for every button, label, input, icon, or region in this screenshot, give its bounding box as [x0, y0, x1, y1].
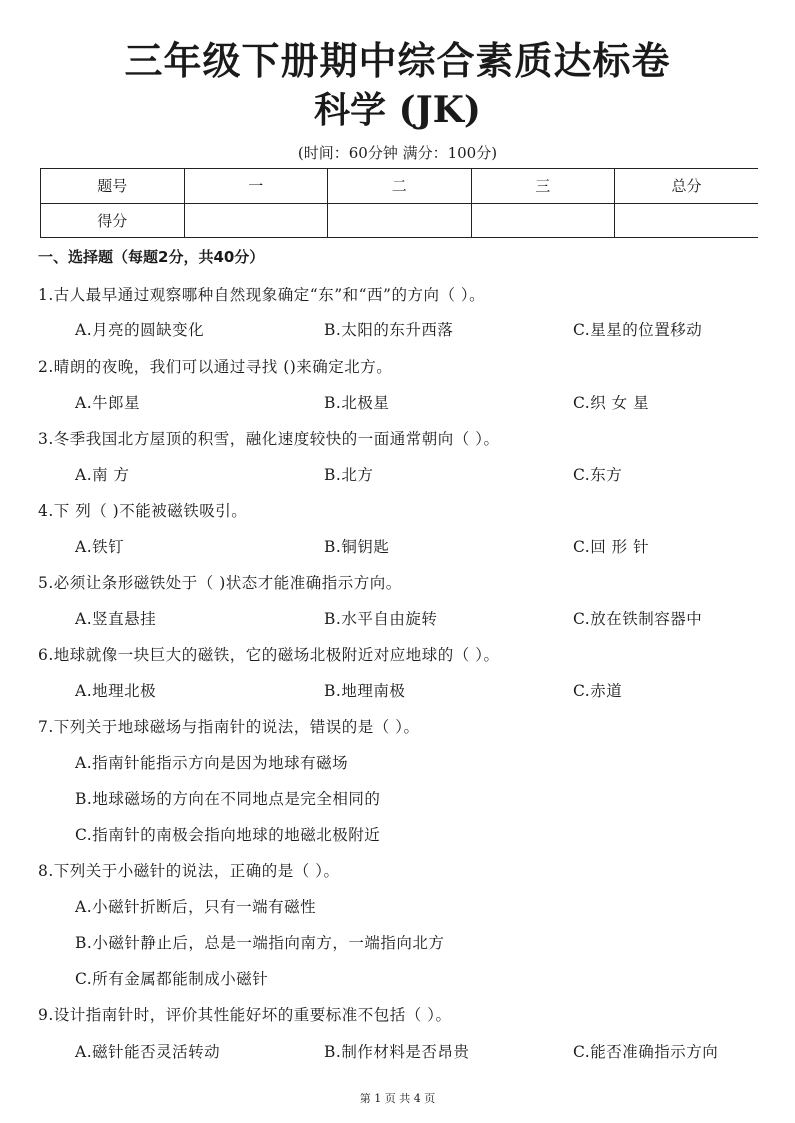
- question-1-option-c[interactable]: C.星星的位置移动: [573, 321, 703, 339]
- question-2-option-a[interactable]: A.牛郎星: [75, 394, 141, 412]
- question-6-option-a[interactable]: A.地理北极: [75, 682, 157, 700]
- question-7-option-c[interactable]: C.指南针的南极会指向地球的地磁北极附近: [75, 826, 381, 844]
- score-cell[interactable]: [471, 203, 615, 238]
- page-footer: 第 1 页 共 4 页: [359, 1092, 436, 1105]
- question-1-option-a[interactable]: A.月亮的圆缺变化: [75, 321, 205, 339]
- question-7-option-a[interactable]: A.指南针能指示方向是因为地球有磁场: [75, 754, 349, 772]
- score-table-header-row: [41, 169, 759, 204]
- question-3-option-b[interactable]: B.北方: [324, 466, 374, 484]
- exam-info: (时间：60分钟 满分：100分): [297, 144, 498, 162]
- score-table-col-2: 二: [328, 169, 472, 204]
- question-8-option-c[interactable]: C.所有金属都能制成小磁针: [75, 970, 269, 988]
- question-5-option-b[interactable]: B.水平自由旋转: [324, 610, 438, 628]
- question-3: 3.冬季我国北方屋顶的积雪，融化速度较快的一面通常朝向（ ）。: [38, 430, 500, 448]
- score-table-label-question: 题号: [41, 169, 185, 204]
- question-6-option-c[interactable]: C.赤道: [573, 682, 623, 700]
- score-table-score-row: [41, 203, 759, 238]
- score-table-col-total: 总分: [615, 169, 759, 204]
- question-9-option-a[interactable]: A.磁针能否灵活转动: [75, 1043, 221, 1061]
- question-8-option-a[interactable]: A.小磁针折断后，只有一端有磁性: [75, 898, 317, 916]
- score-table-label-score: 得分: [41, 203, 185, 238]
- question-2-option-b[interactable]: B.北极星: [324, 394, 390, 412]
- question-1-option-b[interactable]: B.太阳的东升西落: [324, 321, 454, 339]
- question-5-option-c[interactable]: C.放在铁制容器中: [573, 610, 703, 628]
- score-table-col-3: 三: [471, 169, 615, 204]
- question-3-option-a[interactable]: A.南 方: [75, 466, 130, 484]
- score-cell[interactable]: [328, 203, 472, 238]
- score-table-col-1: 一: [184, 169, 328, 204]
- question-2-option-c[interactable]: C.织 女 星: [573, 394, 650, 412]
- question-6-option-b[interactable]: B.地理南极: [324, 682, 406, 700]
- question-8: 8.下列关于小磁针的说法，正确的是（ ）。: [38, 862, 340, 880]
- question-4: 4.下 列（ )不能被磁铁吸引。: [38, 502, 248, 520]
- question-9: 9.设计指南针时，评价其性能好坏的重要标准不包括（ ）。: [38, 1006, 452, 1024]
- question-4-option-c[interactable]: C.回 形 针: [573, 538, 650, 556]
- question-7-option-b[interactable]: B.地球磁场的方向在不同地点是完全相同的: [75, 790, 381, 808]
- score-cell-total[interactable]: [615, 203, 759, 238]
- question-7: 7.下列关于地球磁场与指南针的说法，错误的是（ ）。: [38, 718, 420, 736]
- question-4-option-b[interactable]: B.铜钥匙: [324, 538, 390, 556]
- exam-subject: 科学 (JK): [314, 89, 481, 131]
- question-5: 5.必须让条形磁铁处于（ )状态才能准确指示方向。: [38, 574, 402, 592]
- exam-title: 三年级下册期中综合素质达标卷: [124, 38, 671, 83]
- question-8-option-b[interactable]: B.小磁针静止后，总是一端指向南方，一端指向北方: [75, 934, 445, 952]
- score-table: [40, 168, 758, 238]
- question-9-option-b[interactable]: B.制作材料是否昂贵: [324, 1043, 470, 1061]
- question-2: 2.晴朗的夜晚，我们可以通过寻找 ()来确定北方。: [38, 358, 393, 376]
- question-6: 6.地球就像一块巨大的磁铁，它的磁场北极附近对应地球的（ ）。: [38, 646, 500, 664]
- question-1: 1.古人最早通过观察哪种自然现象确定“东”和“西”的方向（ ）。: [38, 286, 486, 304]
- question-3-option-c[interactable]: C.东方: [573, 466, 623, 484]
- question-9-option-c[interactable]: C.能否准确指示方向: [573, 1043, 719, 1061]
- question-4-option-a[interactable]: A.铁钉: [75, 538, 125, 556]
- score-cell[interactable]: [184, 203, 328, 238]
- question-5-option-a[interactable]: A.竖直悬挂: [75, 610, 157, 628]
- section-title: 一、选择题（每题2分，共40分）: [38, 248, 265, 266]
